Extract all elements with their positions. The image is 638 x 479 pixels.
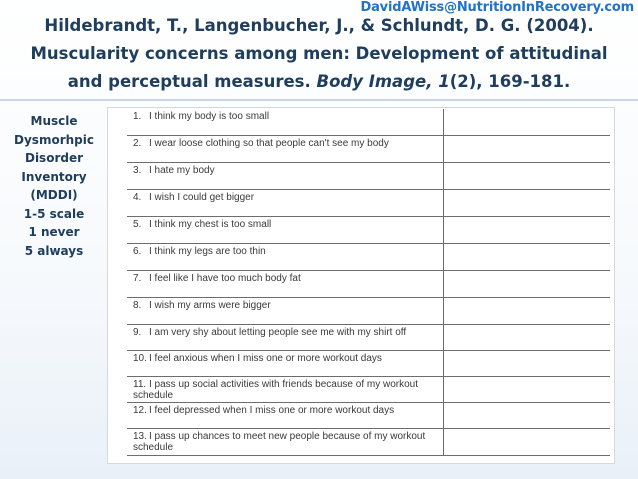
question-row [127, 429, 610, 456]
question-text: 9. I am very shy about letting people see me with my shirt off [133, 327, 407, 338]
column-divider [443, 429, 444, 455]
column-divider [443, 244, 444, 270]
question-text: 8. I wish my arms were bigger [133, 300, 271, 311]
question-row [127, 244, 610, 271]
question-text: 1. I think my body is too small [133, 111, 270, 122]
column-divider [443, 136, 444, 162]
question-text: 3. I hate my body [133, 165, 215, 176]
questionnaire-image [107, 107, 615, 464]
question-text: 13. I pass up chances to meet new people because of my workout schedule [133, 431, 426, 453]
side-label-line: 5 always [24, 243, 84, 258]
side-label-line: (MDDI) [30, 188, 78, 202]
question-text: 2. I wear loose clothing so that people can't see my body [133, 138, 389, 149]
citation-line-1: Hildebrandt, T., Langenbucher, J., & Schlundt, D. G. (2004). [44, 16, 594, 35]
column-divider [443, 163, 444, 189]
citation-line-2: Muscularity concerns among men: Development of attitudinal [30, 44, 608, 63]
column-divider [443, 217, 444, 243]
side-label-line: Muscle [30, 114, 78, 128]
side-label-line: Disorder [24, 151, 84, 165]
column-divider [443, 190, 444, 216]
column-divider [443, 403, 444, 428]
question-text: 7. I feel like I have too much body fat [133, 273, 301, 284]
question-row [127, 298, 610, 325]
question-text: 6. I think my legs are too thin [133, 246, 266, 257]
column-divider [443, 109, 444, 135]
side-label-line: 1-5 scale [23, 206, 85, 221]
question-row [127, 377, 610, 403]
question-row [127, 403, 610, 429]
column-divider [443, 325, 444, 350]
question-row [127, 217, 610, 244]
side-label-line: Dysmorhpic [14, 132, 94, 147]
watermark-email: DavidAWiss@NutritionInRecovery.com [360, 0, 634, 15]
question-row [127, 190, 610, 217]
question-row [127, 351, 610, 377]
column-divider [443, 298, 444, 324]
citation-line-3-post: (2), 169-181. [449, 72, 571, 91]
citation [10, 12, 628, 96]
question-text: 12. I feel depressed when I miss one or more workout days [133, 405, 395, 416]
question-row [127, 136, 610, 163]
side-label-line: Inventory [21, 169, 87, 184]
citation-line-3-pre: and perceptual measures. [67, 72, 317, 91]
question-text: 11. I pass up social activities with friends because of my workout schedule [133, 379, 419, 401]
column-divider [443, 271, 444, 297]
question-row [127, 325, 610, 351]
title-divider [0, 99, 638, 101]
question-text: 5. I think my chest is too small [133, 219, 272, 230]
question-text: 4. I wish I could get bigger [133, 192, 255, 203]
column-divider [443, 377, 444, 402]
citation-journal: Body Image, 1 [316, 72, 450, 91]
question-row [127, 109, 610, 136]
citation-line-3 [10, 68, 628, 96]
question-row [127, 163, 610, 190]
question-row [127, 271, 610, 298]
side-label [6, 112, 102, 260]
side-label-line: 1 never [28, 225, 80, 239]
column-divider [443, 351, 444, 376]
question-text: 10. I feel anxious when I miss one or more workout days [133, 353, 382, 364]
